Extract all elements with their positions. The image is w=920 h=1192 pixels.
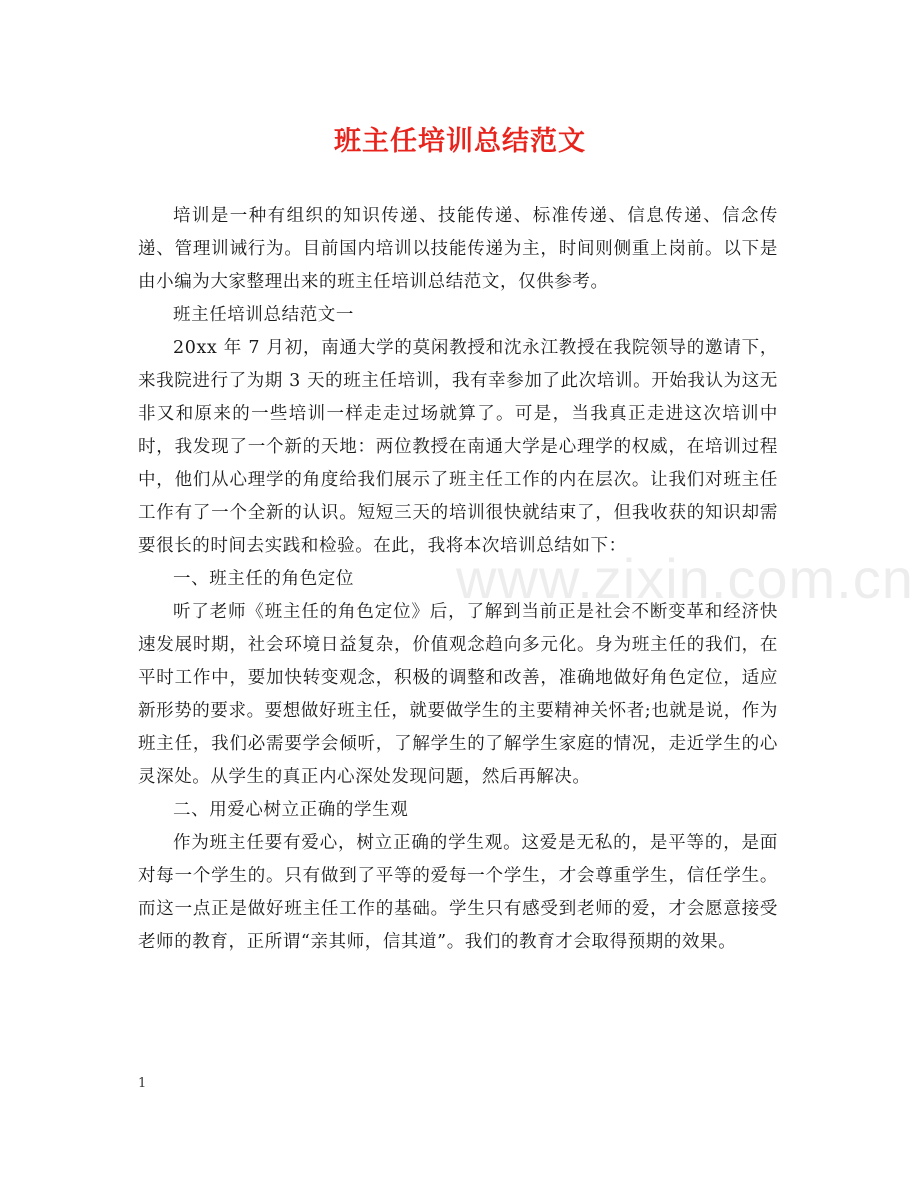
page-number: 1 <box>138 1076 147 1091</box>
body-paragraph: 20xx 年 7 月初，南通大学的莫闲教授和沈永江教授在我院领导的邀请下，来我院进行了为期 3 天的班主任培训，我有幸参加了此次培训。开始我认为这无非又和原来的一些培训一样走走过场就算了。可是，当我真正走进这次培训中时，我发现了一个新的天地：两位教授在南通大学是心理学的权威，在培训过程中，他们从心理学的角度给我们展示了班主任工作的内在层次。让我们对班主任工作有了一个全新的认识。短短三天的培训很快就结束了，但我收获的知识却需要很长的时间去实践和检验。在此，我将本次培训总结如下： <box>138 338 778 556</box>
section-heading-role-positioning: 一、班主任的角色定位 <box>173 569 354 589</box>
watermark: www.zixin.com.cn <box>456 547 914 610</box>
intro-paragraph: 培训是一种有组织的知识传递、技能传递、标准传递、信息传递、信念传递、管理训诫行为。目前国内培训以技能传递为主，时间则侧重上岗前。以下是由小编为大家整理出来的班主任培训总结范文，仅供参考。 <box>138 206 778 292</box>
body-paragraph: 听了老师《班主任的角色定位》后，了解到当前正是社会不断变革和经济快速发展时期，社会环境日益复杂，价值观念趋向多元化。身为班主任的我们，在平时工作中，要加快转变观念，积极的调整和改善，准确地做好角色定位，适应新形势的要求。要想做好班主任，就要做学生的主要精神关怀者;也就是说，作为班主任，我们必需要学会倾听，了解学生的了解学生家庭的情况，走近学生的心灵深处。从学生的真正内心深处发现问题，然后再解决。 <box>138 602 778 787</box>
body-paragraph: 作为班主任要有爱心，树立正确的学生观。这爱是无私的，是平等的，是面对每一个学生的。只有做到了平等的爱每一个学生，才会尊重学生，信任学生。而这一点正是做好班主任工作的基础。学生只有感受到老师的爱，才会愿意接受老师的教育，正所谓“亲其师，信其道”。我们的教育才会取得预期的效果。 <box>138 833 778 952</box>
section-heading-student-view: 二、用爱心树立正确的学生观 <box>173 800 409 820</box>
document-title: 班主任培训总结范文 <box>334 126 586 157</box>
section-heading-sample-one: 班主任培训总结范文一 <box>173 305 354 325</box>
